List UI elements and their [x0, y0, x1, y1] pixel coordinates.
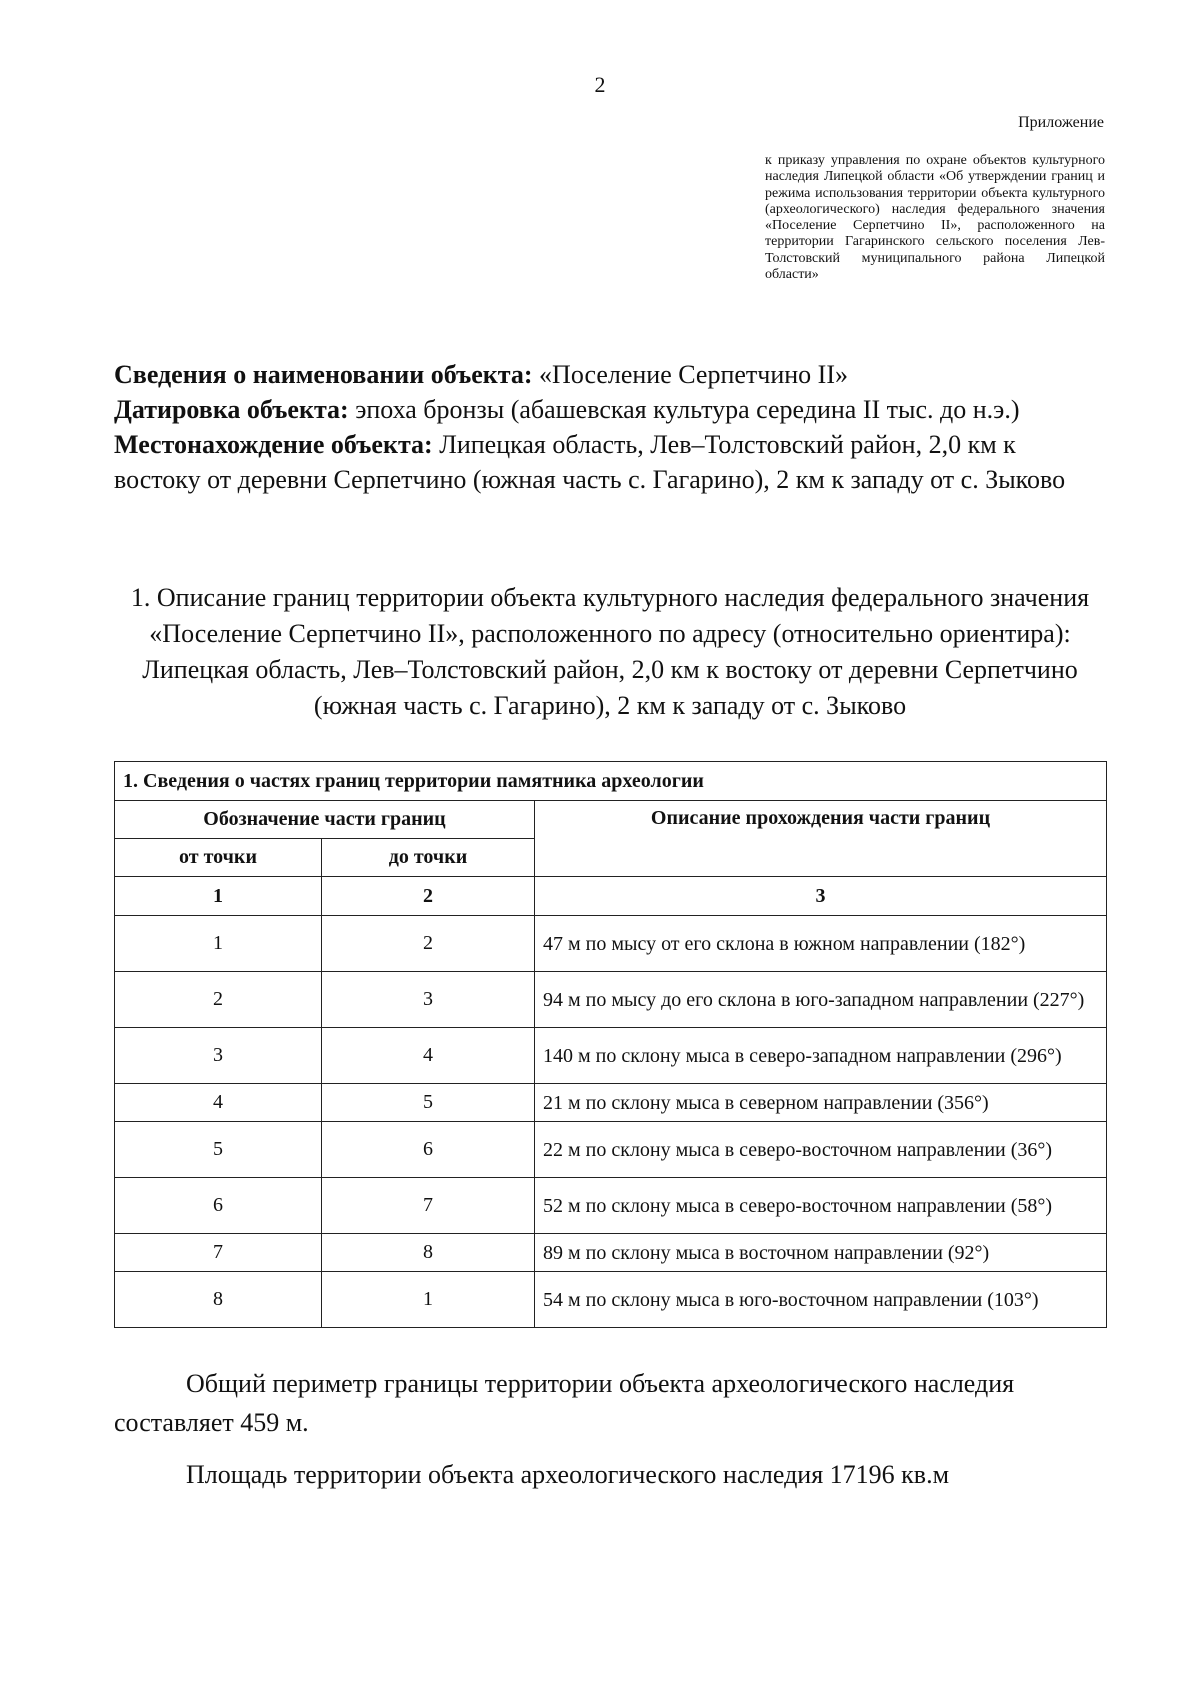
section-heading: 1. Описание границ территории объекта культурного наследия федерального значения «Поселение Серпетчино II», расположенного по адресу (относительно ориентира): Липецкая область, Лев–Толстовский район, 2,0 км к востоку от деревни Серпетчино (южная часть с. Гагарино), 2 км к западу от с. Зыково: [130, 583, 1090, 720]
object-name-value: «Поселение Серпетчино II»: [539, 360, 848, 389]
table-row: [115, 916, 1107, 972]
appendix-title: Приложение: [1018, 114, 1104, 131]
column-number-3: 3: [535, 877, 1107, 916]
table-row: [115, 1028, 1107, 1084]
from-point-cell: 7: [115, 1234, 322, 1272]
to-point-cell: 5: [322, 1084, 535, 1122]
object-date-line: [114, 392, 1104, 427]
boundary-table: [114, 761, 1107, 1328]
object-name-label: Сведения о наименовании объекта:: [114, 360, 533, 389]
description-cell: 47 м по мысу от его склона в южном направлении (182°): [535, 916, 1107, 972]
object-info: [114, 357, 1104, 497]
column-number-2: 2: [322, 877, 535, 916]
header-from-point: от точки: [115, 839, 322, 877]
description-cell: 140 м по склону мыса в северо-западном направлении (296°): [535, 1028, 1107, 1084]
object-location-label: Местонахождение объекта:: [114, 430, 433, 459]
table-row: [115, 1178, 1107, 1234]
to-point-cell: 2: [322, 916, 535, 972]
page-number: 2: [594, 72, 606, 97]
description-cell: 21 м по склону мыса в северном направлении (356°): [535, 1084, 1107, 1122]
table-row: [115, 1122, 1107, 1178]
to-point-cell: 1: [322, 1272, 535, 1328]
table-row: [115, 1084, 1107, 1122]
object-location-value: Липецкая область, Лев–Толстовский район, 2,0 км к востоку от деревни Серпетчино (южная часть с. Гагарино), 2 км к западу от с. Зыково: [114, 430, 1066, 494]
description-cell: 22 м по склону мыса в северо-восточном направлении (36°): [535, 1122, 1107, 1178]
description-cell: 89 м по склону мыса в восточном направлении (92°): [535, 1234, 1107, 1272]
to-point-cell: 4: [322, 1028, 535, 1084]
perimeter-text: Общий периметр границы территории объекта археологического наследия составляет 459 м.: [114, 1369, 1015, 1437]
column-number-1: 1: [115, 877, 322, 916]
to-point-cell: 7: [322, 1178, 535, 1234]
from-point-cell: 6: [115, 1178, 322, 1234]
table-row: [115, 972, 1107, 1028]
from-point-cell: 8: [115, 1272, 322, 1328]
table-row: [115, 1234, 1107, 1272]
area-text: Площадь территории объекта археологического наследия 17196 кв.м: [186, 1460, 950, 1489]
from-point-cell: 4: [115, 1084, 322, 1122]
to-point-cell: 3: [322, 972, 535, 1028]
appendix-text: к приказу управления по охране объектов культурного наследия Липецкой области «Об утверждении границ и режима использования территории объекта культурного (археологического) наследия федерального значения «Поселение Серпетчино II», расположенного на территории Гагаринского сельского поселения Лев-Толстовский муниципального района Липецкой области»: [765, 153, 1105, 283]
header-boundary-designation: Обозначение части границ: [115, 801, 535, 839]
table-row: [115, 1272, 1107, 1328]
table-caption: 1. Сведения о частях границ территории памятника археологии: [115, 762, 1107, 801]
header-boundary-description: Описание прохождения части границ: [535, 801, 1107, 877]
from-point-cell: 3: [115, 1028, 322, 1084]
object-name-line: [114, 357, 1104, 392]
object-date-value: эпоха бронзы (абашевская культура середина II тыс. до н.э.): [355, 395, 1020, 424]
description-cell: 52 м по склону мыса в северо-восточном направлении (58°): [535, 1178, 1107, 1234]
description-cell: 94 м по мысу до его склона в юго-западном направлении (227°): [535, 972, 1107, 1028]
from-point-cell: 2: [115, 972, 322, 1028]
from-point-cell: 5: [115, 1122, 322, 1178]
to-point-cell: 6: [322, 1122, 535, 1178]
header-to-point: до точки: [322, 839, 535, 877]
to-point-cell: 8: [322, 1234, 535, 1272]
from-point-cell: 1: [115, 916, 322, 972]
object-date-label: Датировка объекта:: [114, 395, 349, 424]
description-cell: 54 м по склону мыса в юго-восточном направлении (103°): [535, 1272, 1107, 1328]
object-location-line: [114, 427, 1104, 497]
